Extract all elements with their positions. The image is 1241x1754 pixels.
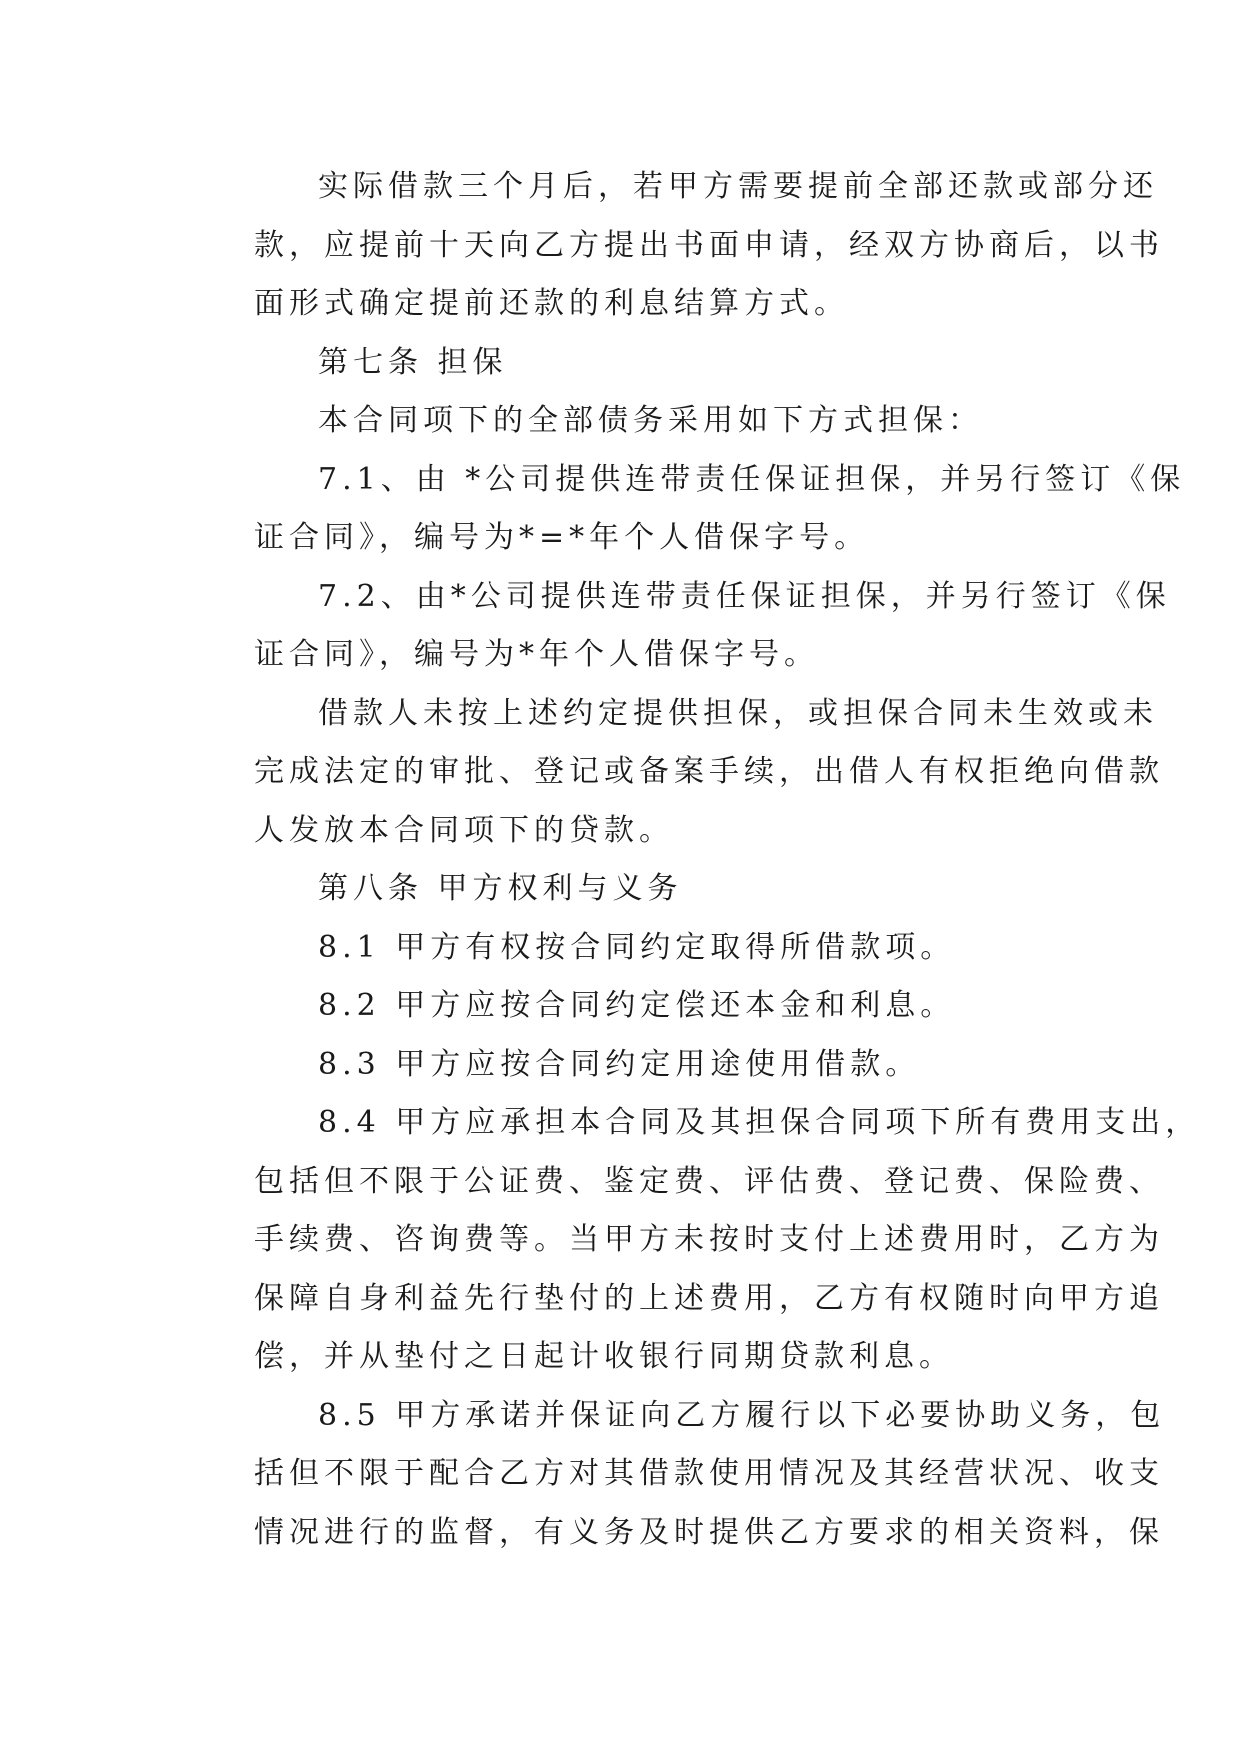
section-heading: 第七条 担保 bbox=[318, 344, 508, 380]
clause-8-1 bbox=[190, 919, 1070, 978]
section-heading: 第八条 甲方权利与义务 bbox=[318, 871, 683, 906]
text-line: 包括但不限于公证费、鉴定费、评估费、登记费、保险费、 bbox=[254, 1163, 1164, 1199]
text-line: 8.5 甲方承诺并保证向乙方履行以下必要协助义务，包 bbox=[318, 1397, 1166, 1433]
paragraph-guarantee-intro bbox=[190, 392, 1070, 451]
text-line: 8.2 甲方应按合同约定偿还本金和利息。 bbox=[318, 988, 956, 1023]
article-7-heading bbox=[190, 334, 1070, 393]
text-line: 偿，并从垫付之日起计收银行同期贷款利息。 bbox=[254, 1339, 954, 1374]
text-line: 借款人未按上述约定提供担保，或担保合同未生效或未 bbox=[318, 695, 1158, 731]
text-line: 实际借款三个月后，若甲方需要提前全部还款或部分还 bbox=[318, 169, 1158, 204]
text-line: 保障自身利益先行垫付的上述费用，乙方有权随时向甲方追 bbox=[254, 1280, 1164, 1316]
clause-8-3 bbox=[190, 1036, 1070, 1095]
paragraph-guarantee-failure bbox=[190, 685, 1164, 861]
text-line: 括但不限于配合乙方对其借款使用情况及其经营状况、收支 bbox=[254, 1456, 1164, 1491]
article-8-heading bbox=[190, 860, 1070, 919]
text-line: 证合同》，编号为*=*年个人借保字号。 bbox=[254, 520, 870, 555]
text-line: 8.3 甲方应按合同约定用途使用借款。 bbox=[318, 1046, 921, 1082]
text-line: 手续费、咨询费等。当甲方未按时支付上述费用时，乙方为 bbox=[254, 1222, 1164, 1257]
text-line: 款，应提前十天向乙方提出书面申请，经双方协商后，以书 bbox=[254, 227, 1164, 263]
document-body bbox=[190, 158, 1201, 1562]
text-line: 人发放本合同项下的贷款。 bbox=[254, 812, 674, 848]
text-line: 面形式确定提前还款的利息结算方式。 bbox=[254, 286, 849, 321]
text-line: 完成法定的审批、登记或备案手续，出借人有权拒绝向借款 bbox=[254, 754, 1164, 789]
text-line: 8.4 甲方应承担本合同及其担保合同项下所有费用支出， bbox=[318, 1105, 1201, 1140]
paragraph-prepayment bbox=[190, 158, 1164, 334]
clause-8-2 bbox=[190, 977, 1070, 1036]
clause-7-2 bbox=[190, 568, 1171, 685]
text-line: 7.2、由*公司提供连带责任保证担保，并另行签订《保 bbox=[318, 578, 1171, 614]
text-line: 证合同》，编号为*年个人借保字号。 bbox=[254, 637, 819, 672]
clause-7-1 bbox=[190, 451, 1186, 568]
clause-8-5 bbox=[190, 1387, 1166, 1563]
text-line: 8.1 甲方有权按合同约定取得所借款项。 bbox=[318, 929, 956, 965]
clause-8-4 bbox=[190, 1094, 1201, 1387]
text-line: 7.1、由 *公司提供连带责任保证担保，并另行签订《保 bbox=[318, 461, 1186, 497]
text-line: 情况进行的监督，有义务及时提供乙方要求的相关资料，保 bbox=[254, 1514, 1164, 1550]
text-line: 本合同项下的全部债务采用如下方式担保： bbox=[318, 403, 983, 438]
